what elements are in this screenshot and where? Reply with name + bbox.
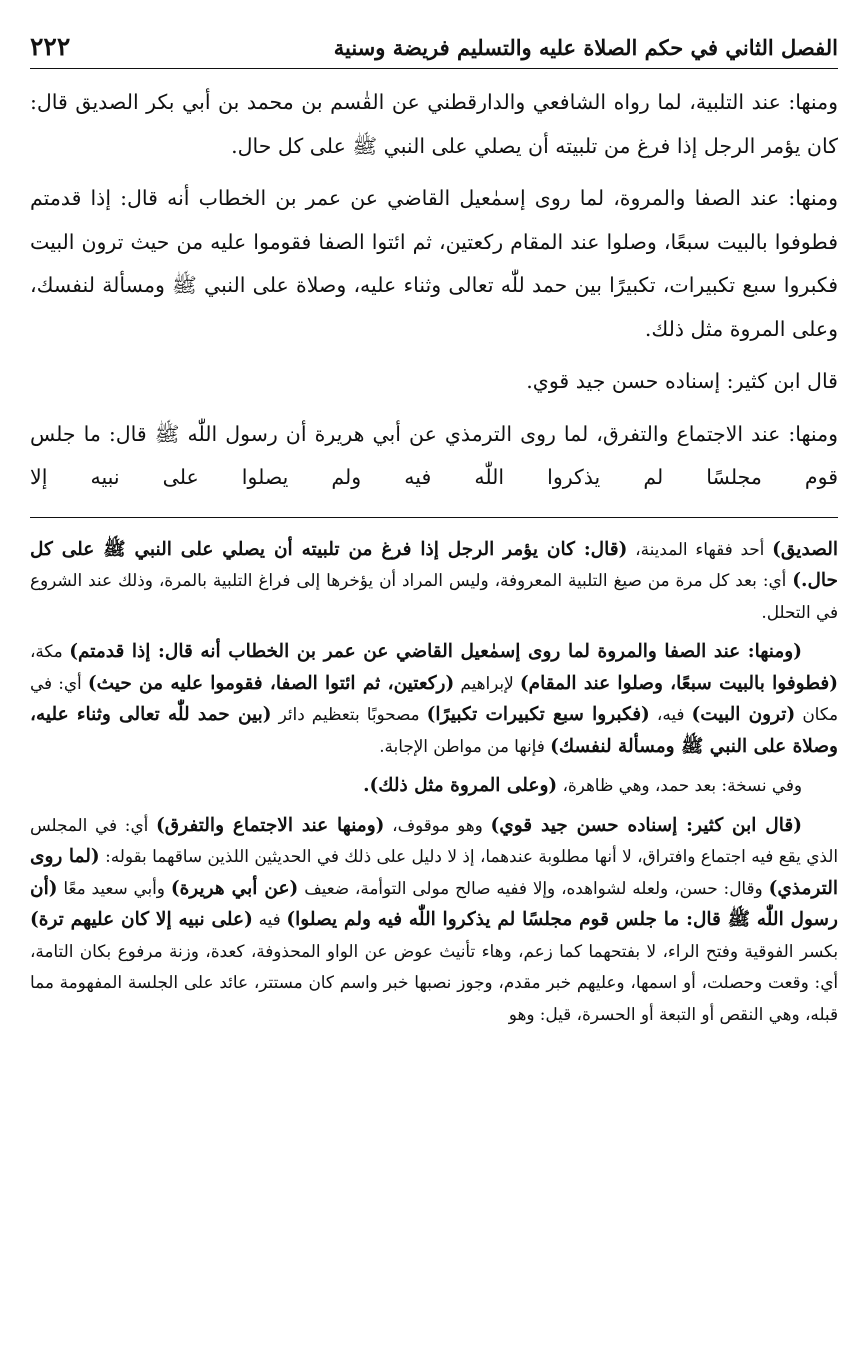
footnote-separator (30, 517, 838, 518)
book-page (30, 30, 838, 1038)
commentary-quoted-text: (قال ابن كثير: إسناده حسن جيد قوي) (490, 814, 802, 836)
commentary-text: لإبراهيم (454, 672, 520, 693)
commentary-quoted-text: (ومنها عند الاجتماع والتفرق) (156, 814, 385, 836)
commentary-text: فيه، (649, 704, 692, 724)
commentary-text: وفي نسخة: بعد حمد، وهي ظاهرة، (557, 775, 802, 795)
commentary-quoted-text: الصديق) (772, 538, 838, 560)
commentary-quoted-text: (فطوفوا بالبيت سبعًا، وصلوا عند المقام) (519, 672, 838, 694)
commentary-text: أي: في مكان (30, 672, 839, 724)
commentary-quoted-text: (ترون البيت) (691, 704, 796, 725)
commentary-quoted-text: (ومنها: عند الصفا والمروة لما روى إسمٰعيل القاضي عن عمر بن الخطاب أنه قال: إذا قدمتم) (69, 641, 802, 662)
commentary-paragraph (30, 810, 838, 1031)
commentary-text: أي: بعد كل مرة من صيغ التلبية المعروفة، وليس المراد أن يؤخرها إلى فراغ التلبية بالمرة، وذلك عند الشروع في التحلل. (30, 570, 838, 622)
commentary-text: وهو موقوف، (384, 814, 491, 835)
commentary-text: مكة، (30, 641, 70, 661)
commentary-paragraph (30, 636, 838, 762)
commentary-quoted-text: (فكبروا سبع تكبيرات تكبيرًا) (426, 704, 650, 725)
commentary-paragraph (30, 534, 838, 629)
commentary-quoted-text: (عن أبي هريرة) (170, 877, 299, 899)
commentary-quoted-text: (على نبيه إلا كان عليهم ترة) (30, 909, 253, 930)
page-number: ٢٢٢ (30, 32, 71, 61)
commentary-text: مصحوبًا بتعظيم دائر (271, 704, 427, 724)
commentary-quoted-text: (وعلى المروة مثل ذلك). (363, 775, 558, 796)
commentary-text: أحد فقهاء المدينة، (627, 538, 773, 559)
commentary-quoted-text: (قال: كان يؤمر الرجل إذا فرغ من تلبيته أن يصلي على النبي ﷺ على كل حال.) (30, 538, 838, 591)
main-paragraph-safa-marwa: ومنها: عند الصفا والمروة، لما روى إسمٰعيل القاضي عن عمر بن الخطاب أنه قال: إذا قدمتم فطوفوا بالبيت سبعًا، وصلوا عند المقام ركعتين، ثم ائتوا الصفا فقوموا عليه من حيث ترون البيت فكبروا سبع تكبيرات، تكبيرًا بين حمد للّٰه تعالى وثناء عليه، وصلاة على النبي ﷺ ومسألة لنفسك، وعلى المروة مثل ذلك. (30, 186, 838, 341)
commentary-quoted-text: (أن رسول اللّٰه ﷺ قال: ما جلس قوم مجلسًا لم يذكروا اللّٰه فيه ولم يصلوا) (30, 877, 838, 930)
commentary-text: فإنها من مواطن الإجابة. (379, 735, 551, 756)
commentary-text: أي: في المجلس الذي يقع فيه اجتماع وافتراق، لا أنها مطلوبة عندهما، إذ لا دليل على ذلك في الحديثين اللذين ساقهما بقوله: (30, 814, 839, 866)
commentary-text: وأبي سعيد معًا (57, 877, 171, 898)
commentary-quoted-text: (لما روى الترمذي) (30, 846, 838, 899)
commentary (30, 534, 838, 1031)
commentary-quoted-text: (بين حمد للّٰه تعالى وثناء عليه، وصلاة على النبي ﷺ ومسألة لنفسك) (30, 704, 838, 757)
main-paragraph-ibn-kathir: قال ابن كثير: إسناده حسن جيد قوي. (526, 369, 838, 393)
commentary-text: وقال: حسن، ولعله لشواهده، وإلا ففيه صالح مولى التوأمة، ضعيف (298, 877, 769, 898)
main-text (30, 81, 838, 500)
commentary-text: بكسر الفوقية وفتح الراء، لا بفتحهما كما زعم، وهاء تأنيث عوض عن الواو المحذوفة، كعدة، وزنة مرفوع بكان التامة، أي: وقعت وحصلت، أو اسمها، وعليهم خبر مقدم، وجوز نصبها خبر واسم كان مستتر، عائد على الجلسة المفهومة مما قبله، وهي النقص أو التبعة أو الحسرة، قيل: وهو (30, 940, 838, 1024)
commentary-text: فيه (252, 909, 287, 929)
main-paragraph-talbiya: ومنها: عند التلبية، لما رواه الشافعي والدارقطني عن القٰسم بن محمد بن أبي بكر الصديق قال: كان يؤمر الرجل إذا فرغ من تلبيته أن يصلي على النبي ﷺ على كل حال. (30, 90, 838, 158)
running-header (30, 30, 838, 69)
commentary-quoted-text: (ركعتين، ثم ائتوا الصفا، فقوموا عليه من حيث) (87, 672, 455, 694)
chapter-title: الفصل الثاني في حكم الصلاة عليه والتسليم فريضة وسنية (333, 35, 838, 60)
commentary-paragraph (30, 770, 838, 802)
main-paragraph-gathering: ومنها: عند الاجتماع والتفرق، لما روى الترمذي عن أبي هريرة أن رسول اللّٰه ﷺ قال: ما جلس قوم مجلسًا لم يذكروا اللّٰه فيه ولم يصلوا على نبيه إلا (30, 421, 838, 489)
